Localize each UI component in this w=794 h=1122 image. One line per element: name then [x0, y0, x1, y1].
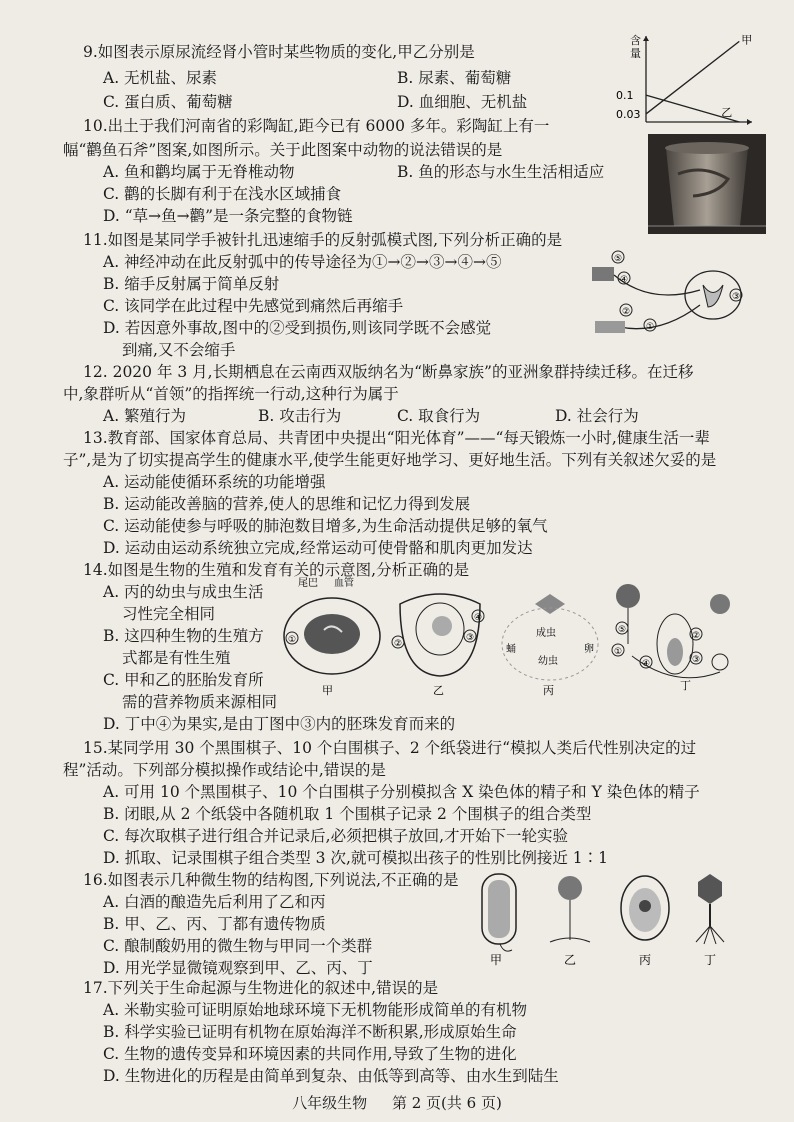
q14-option-a-2: 习性完全相同 [122, 605, 216, 623]
q16-option-a: A. 白酒的酿造先后利用了乙和丙 [103, 893, 326, 911]
q16-caption-yi: 乙 [564, 953, 577, 967]
q9-series-line [646, 41, 739, 114]
q16-stem: 16.如图表示几种微生物的结构图,下列说法,不正确的是 [83, 871, 459, 889]
q11-label-1: ① [646, 322, 655, 332]
q14-caption-jia: 甲 [322, 684, 333, 697]
q15-stem-2: 程”活动。下列部分模拟操作或结论中,错误的是 [63, 761, 386, 779]
q9-option-c: C. 蛋白质、葡萄糖 [103, 93, 233, 111]
svg-text:④: ④ [474, 613, 483, 623]
q14-caption-bing: 丙 [543, 684, 554, 697]
q14-figure-jia [284, 576, 380, 697]
q9-ytick-label: 0.03 [616, 107, 641, 121]
q14-option-d: D. 丁中④为果实,是由丁图中③内的胚珠发育而来的 [103, 715, 456, 733]
q9-ylabel-1: 含 [630, 34, 641, 47]
q12-option-b: B. 攻击行为 [258, 407, 342, 425]
q9-series-label: 甲 [741, 33, 753, 47]
q16-caption-jia: 甲 [490, 953, 503, 967]
q13-option-a: A. 运动能使循环系统的功能增强 [103, 473, 326, 491]
q11-option-d-1: D. 若因意外事故,图中的②受到损伤,则该同学既不会感觉 [103, 319, 492, 337]
page-footer [0, 1092, 794, 1113]
q11-option-d-2: 到痛,又不会缩手 [122, 341, 236, 359]
butterfly-icon [535, 594, 565, 614]
q11-muscle [592, 267, 614, 281]
q11-stem: 11.如图是某同学手被针扎迅速缩手的反射弧模式图,下列分析正确的是 [83, 231, 563, 249]
svg-text:②: ② [394, 639, 403, 649]
q11-reflex-arc-figure [590, 245, 750, 340]
q17-stem: 17.下列关于生命起源与生物进化的叙述中,错误的是 [83, 979, 439, 997]
q16-bacterium [482, 874, 516, 967]
q11-label-4: ④ [620, 275, 629, 285]
q16-caption-ding: 丁 [704, 953, 717, 967]
q16-option-d: D. 用光学显微镜观察到甲、乙、丙、丁 [103, 959, 373, 977]
q14-label-vessel: 血管 [334, 578, 354, 589]
q14-label-pupa: 蛹 [506, 644, 516, 655]
q11-hand [595, 321, 625, 333]
q9-ytick-label: 0.1 [616, 89, 634, 103]
q11-label-3: ③ [732, 292, 741, 302]
footer-subject: 八年级生物 [292, 1094, 368, 1112]
svg-text:③: ③ [466, 633, 475, 643]
q10-stem-2: 幅“鹳鱼石斧”图案,如图所示。关于此图案中动物的说法错误的是 [63, 141, 503, 159]
q9-stem: 9.如图表示原尿流经肾小管时某些物质的变化,甲乙分别是 [83, 43, 475, 61]
q13-stem-2: 子”,是为了切实提高学生的健康水平,使学生能更好地学习、更好地生活。下列有关叙述欠妥的是 [63, 451, 717, 469]
q15-stem-1: 15.某同学用 30 个黑围棋子、10 个白围棋子、2 个纸袋进行“模拟人类后代性别决定的过 [83, 739, 697, 757]
footer-page-number: 第 2 页(共 6 页) [391, 1094, 502, 1112]
q12-option-d: D. 社会行为 [555, 407, 639, 425]
q14-stem: 14.如图是生物的生殖和发育有关的示意图,分析正确的是 [83, 561, 470, 579]
q16-yeast [621, 876, 669, 967]
q15-option-c: C. 每次取棋子进行组合并记录后,必须把棋子放回,才开始下一轮实验 [103, 827, 569, 845]
q10-stem-1: 10.出土于我们河南省的彩陶缸,距今已有 6000 多年。彩陶缸上有一 [83, 117, 550, 135]
q14-option-a-1: A. 丙的幼虫与成虫生活 [103, 583, 264, 601]
q9-option-d: D. 血细胞、无机盐 [397, 93, 528, 111]
q9-option-b: B. 尿素、葡萄糖 [397, 69, 512, 87]
q11-option-b: B. 缩手反射属于简单反射 [103, 275, 280, 293]
svg-text:⑤: ⑤ [618, 625, 627, 635]
q15-option-d: D. 抓取、记录围棋子组合类型 3 次,就可模拟出孩子的性别比例接近 1∶1 [103, 849, 609, 867]
svg-text:③: ③ [692, 655, 701, 665]
svg-text:①: ① [288, 635, 297, 645]
q9-ylabel-2: 量 [630, 47, 641, 60]
q10-option-d: D. “草→鱼→鹳”是一条完整的食物链 [103, 207, 353, 225]
q9-chart [612, 30, 760, 130]
q14-option-b-1: B. 这四种生物的生殖方 [103, 627, 264, 645]
q17-option-a: A. 米勒实验可证明原始地球环境下无机物能形成简单的有机物 [103, 1001, 528, 1019]
q10-option-b: B. 鱼的形态与水生生活相适应 [397, 163, 605, 181]
q14-label-egg: 卵 [584, 644, 594, 655]
q14-label-tail: 尾巴 [298, 578, 318, 589]
q13-stem-1: 13.教育部、国家体育总局、共青团中央提出“阳光体育”——“每天锻炼一小时,健康生活一辈 [83, 429, 710, 447]
q13-option-b: B. 运动能改善脑的营养,使人的思维和记忆力得到发展 [103, 495, 471, 513]
q14-option-c-1: C. 甲和乙的胚胎发育所 [103, 671, 264, 689]
q14-label-larva: 幼虫 [538, 656, 558, 667]
q14-label-adult: 成虫 [536, 628, 556, 639]
q16-mold [550, 876, 590, 967]
q17-option-c: C. 生物的遗传变异和环境因素的共同作用,导致了生物的进化 [103, 1045, 517, 1063]
q16-option-b: B. 甲、乙、丙、丁都有遗传物质 [103, 915, 326, 933]
q10-option-c: C. 鹳的长脚有利于在浅水区域捕食 [103, 185, 342, 203]
q11-label-2: ② [622, 307, 631, 317]
q16-caption-bing: 丙 [639, 953, 652, 967]
q14-caption-yi: 乙 [433, 684, 444, 697]
q11-option-a: A. 神经冲动在此反射弧中的传导途径为①→②→③→④→⑤ [103, 253, 502, 271]
q11-label-5: ⑤ [614, 254, 623, 264]
q12-stem-2: 中,象群听从“首领”的指挥统一行动,这种行为属于 [63, 385, 399, 403]
q13-option-d: D. 运动由运动系统独立完成,经常运动可使骨骼和肌肉更加发达 [103, 539, 533, 557]
q16-microbes-figure [460, 868, 760, 968]
svg-text:①: ① [614, 647, 623, 657]
q12-option-c: C. 取食行为 [397, 407, 481, 425]
q17-option-b: B. 科学实验已证明有机物在原始海洋不断积累,形成原始生命 [103, 1023, 517, 1041]
q14-caption-ding: 丁 [680, 679, 691, 692]
q14-option-b-2: 式都是有性生殖 [122, 649, 231, 667]
svg-text:④: ④ [642, 659, 651, 669]
q17-option-d: D. 生物进化的历程是由简单到复杂、由低等到高等、由水生到陆生 [103, 1067, 559, 1085]
q14-figure-yi [392, 594, 484, 697]
q15-option-b: B. 闭眼,从 2 个纸袋中各随机取 1 个围棋子记录 2 个围棋子的组合类型 [103, 805, 592, 823]
flower-icon [616, 584, 640, 608]
q9-series-label: 乙 [721, 106, 733, 119]
svg-text:②: ② [692, 631, 701, 641]
q14-figure-ding [612, 584, 730, 692]
q15-option-a: A. 可用 10 个黑围棋子、10 个白围棋子分别模拟含 X 染色体的精子和 Y 染色体的精子 [103, 783, 700, 801]
q14-figure-bing [502, 594, 598, 697]
q10-pottery-image [648, 134, 766, 234]
q10-option-a: A. 鱼和鹳均属于无脊椎动物 [103, 163, 295, 181]
q12-stem-1: 12. 2020 年 3 月,长期栖息在云南西双版纳名为“断鼻家族”的亚洲象群持续迁移。在迁移 [83, 363, 694, 381]
q11-option-c: C. 该同学在此过程中先感觉到痛然后再缩手 [103, 297, 404, 315]
q12-option-a: A. 繁殖行为 [103, 407, 187, 425]
q13-option-c: C. 运动能使参与呼吸的肺泡数目增多,为生命活动提供足够的氧气 [103, 517, 548, 535]
q14-option-c-2: 需的营养物质来源相同 [122, 693, 278, 711]
q14-reproduction-figure [280, 574, 770, 700]
q16-virus [696, 874, 724, 967]
q16-option-c: C. 酿制酸奶用的微生物与甲同一个类群 [103, 937, 373, 955]
q9-option-a: A. 无机盐、尿素 [103, 69, 218, 87]
